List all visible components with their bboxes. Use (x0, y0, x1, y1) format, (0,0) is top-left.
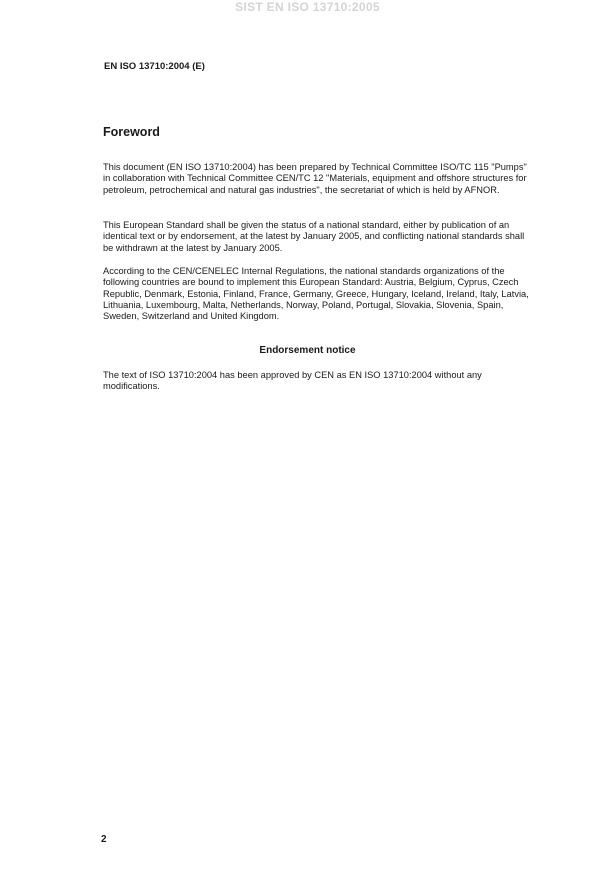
foreword-paragraph-1: This document (EN ISO 13710:2004) has been prepared by Technical Committee ISO/TC 115 "Pumps" in collaboration with Technical Committee CEN/TC 12 "Materials, equipment and offshore structures for petroleum, petrochemical and natural gas industries", the secretariat of which is held by AFNOR. (103, 162, 527, 195)
document-header: EN ISO 13710:2004 (E) (104, 61, 205, 72)
foreword-paragraph-2: This European Standard shall be given the status of a national standard, either by publication of an identical text or by endorsement, at the latest by January 2005, and conflicting national standards shall be withdrawn at the latest by January 2005. (103, 220, 525, 253)
page-number: 2 (101, 834, 107, 845)
endorsement-text: The text of ISO 13710:2004 has been approved by CEN as EN ISO 13710:2004 without any modifications. (103, 370, 482, 392)
foreword-paragraph-3: According to the CEN/CENELEC Internal Regulations, the national standards organizations of the following countries are bound to implement this European Standard: Austria, Belgium, Cyprus, Czech Republic, Denmark, Estonia, Finland, France, Germany, Greece, Hungary, Iceland, Ireland, Italy, Latvia, Lithuania, Luxembourg, Malta, Netherlands, Norway, Poland, Portugal, Slovakia, Slovenia, Spain, Sweden, Switzerland and United Kingdom. (103, 266, 529, 322)
endorsement-title: Endorsement notice (259, 345, 356, 356)
watermark: SIST EN ISO 13710:2005 (235, 0, 380, 14)
foreword-title: Foreword (103, 125, 160, 139)
